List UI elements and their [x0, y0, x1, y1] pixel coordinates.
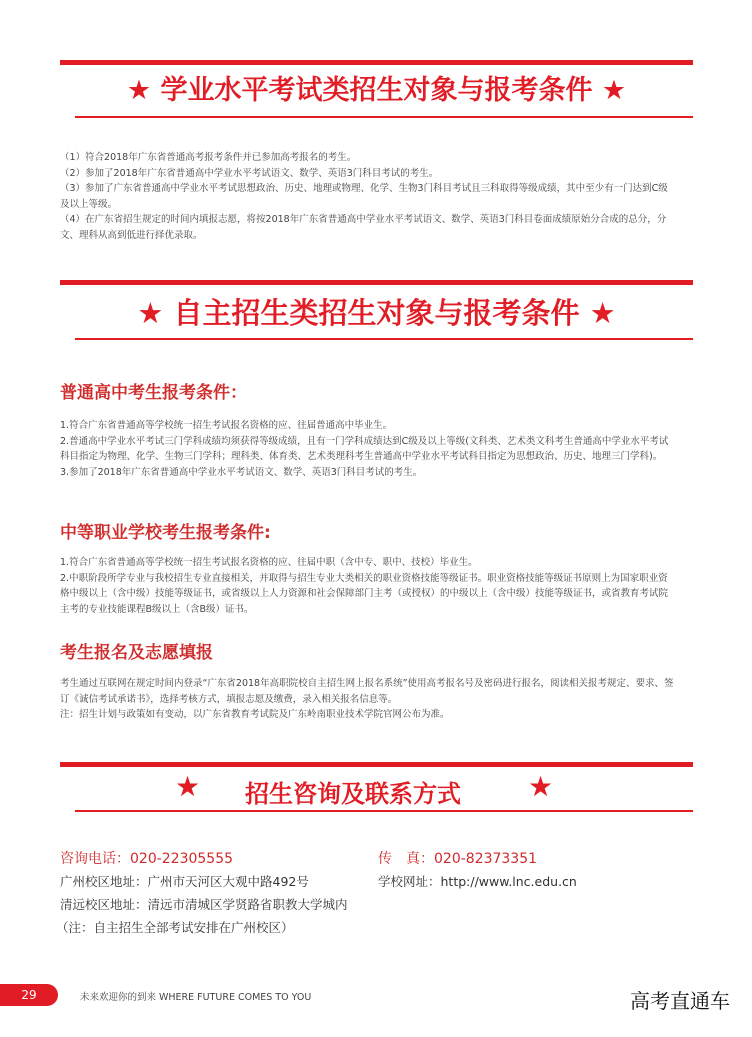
registration-note: 注：招生计划与政策如有变动，以广东省教育考试院及广东岭南职业技术学院官网公布为准。	[60, 709, 450, 720]
qingyuan-address: 清远校区地址：清远市清城区学贤路省职教大学城内	[60, 897, 348, 912]
vocational-conditions	[60, 555, 675, 617]
registration-paragraph: 考生通过互联网在规定时间内登录“广东省2018年高职院校自主招生网上报名系统”使用高考报名号及密码进行报名，阅读相关报考规定、要求、签订《诚信考试承诺书》，选择考核方式，填报志愿及缴费，录入相关报名信息等。	[60, 678, 674, 705]
section-banner-independent	[60, 280, 693, 340]
condition-item: （1）符合2018年广东省普通高考报考条件并已参加高考报名的考生。	[60, 152, 357, 163]
banner-bottom-rule	[75, 116, 693, 118]
condition-item: 1.符合广东省普通高等学校统一招生考试报名资格的应、往届中职（含中专、职中、技校）毕业生。	[60, 557, 478, 568]
high-school-conditions	[60, 418, 675, 480]
subheading-registration: 考生报名及志愿填报	[60, 643, 213, 663]
banner-top-rule	[60, 762, 693, 767]
footer-slogan: 未来欢迎你的到来 WHERE FUTURE COMES TO YOU	[80, 992, 312, 1003]
subheading-high-school: 普通高中考生报考条件：	[60, 383, 247, 403]
section-banner-academic	[60, 60, 693, 118]
exam-location-note: （注：自主招生全部考试安排在广州校区）	[56, 920, 294, 935]
condition-item: （2）参加了2018年广东省普通高中学业水平考试语文、数学、英语3门科目考试的考生。	[60, 167, 439, 179]
condition-item: 1.符合广东省普通高等学校统一招生考试报名资格的应、往届普通高中毕业生。	[60, 420, 393, 431]
condition-item: 2.中职阶段所学专业与我校招生专业直接相关，并取得与招生专业大类相关的职业资格技能等级证书。职业资格技能等级证书原则上为国家职业资格中级以上（含中级）技能等级证书，或省级以上人力资源和社会保障部门主考（或授权）的中级以上（含中级）技能等级证书，或省教育考试院主考的专业技能课程B级以上（含B级）证书。	[60, 572, 669, 615]
star-icon: ★	[175, 770, 201, 803]
section-banner-contact	[60, 762, 693, 812]
page-number: 29	[0, 984, 58, 1006]
star-icon: ★	[528, 770, 554, 803]
contact-fax: 传 真：020-82373351	[378, 851, 538, 867]
condition-item: （3）参加了广东省普通高中学业水平考试思想政治、历史、地理或物理、化学、生物3门科目考试且三科取得等级成绩，其中至少有一门达到C级及以上等级。	[60, 183, 668, 210]
school-website: 学校网址：http://www.lnc.edu.cn	[378, 874, 577, 889]
banner-bottom-rule	[75, 810, 693, 812]
banner-title: ★ 学业水平考试类招生对象与报考条件 ★	[126, 75, 627, 106]
contact-phone: 咨询电话：020-22305555	[60, 851, 234, 867]
banner-title: 招生咨询及联系方式	[245, 780, 461, 808]
condition-item: 2.普通高中学业水平考试三门学科成绩均须获得等级成绩，且有一门学科成绩达到C级及以上等级(文科类、艺术类文科考生普通高中学业水平考试科目指定为物理、化学、生物三门学科；理科类、体育类、艺术类理科考生普通高中学业水平考试科目指定为思想政治、历史、地理三门学科)。	[60, 435, 669, 462]
academic-conditions	[60, 150, 675, 243]
condition-item: 3.参加了2018年广东省普通高中学业水平考试语文、数学、英语3门科目考试的考生。	[60, 466, 423, 478]
guangzhou-address: 广州校区地址：广州市天河区大观中路492号	[60, 874, 309, 889]
registration-text	[60, 676, 675, 723]
subheading-vocational: 中等职业学校考生报考条件:	[60, 523, 271, 543]
banner-bottom-rule	[75, 338, 693, 340]
condition-item: （4）在广东省招生规定的时间内填报志愿，将按2018年广东省普通高中学业水平考试语文、数学、英语3门科目卷面成绩原始分合成的总分，分文、理科从高到低进行择优录取。	[60, 214, 667, 241]
banner-title: ★ 自主招生类招生对象与报考条件 ★	[137, 296, 616, 330]
watermark-text: 高考直通车	[630, 989, 730, 1013]
